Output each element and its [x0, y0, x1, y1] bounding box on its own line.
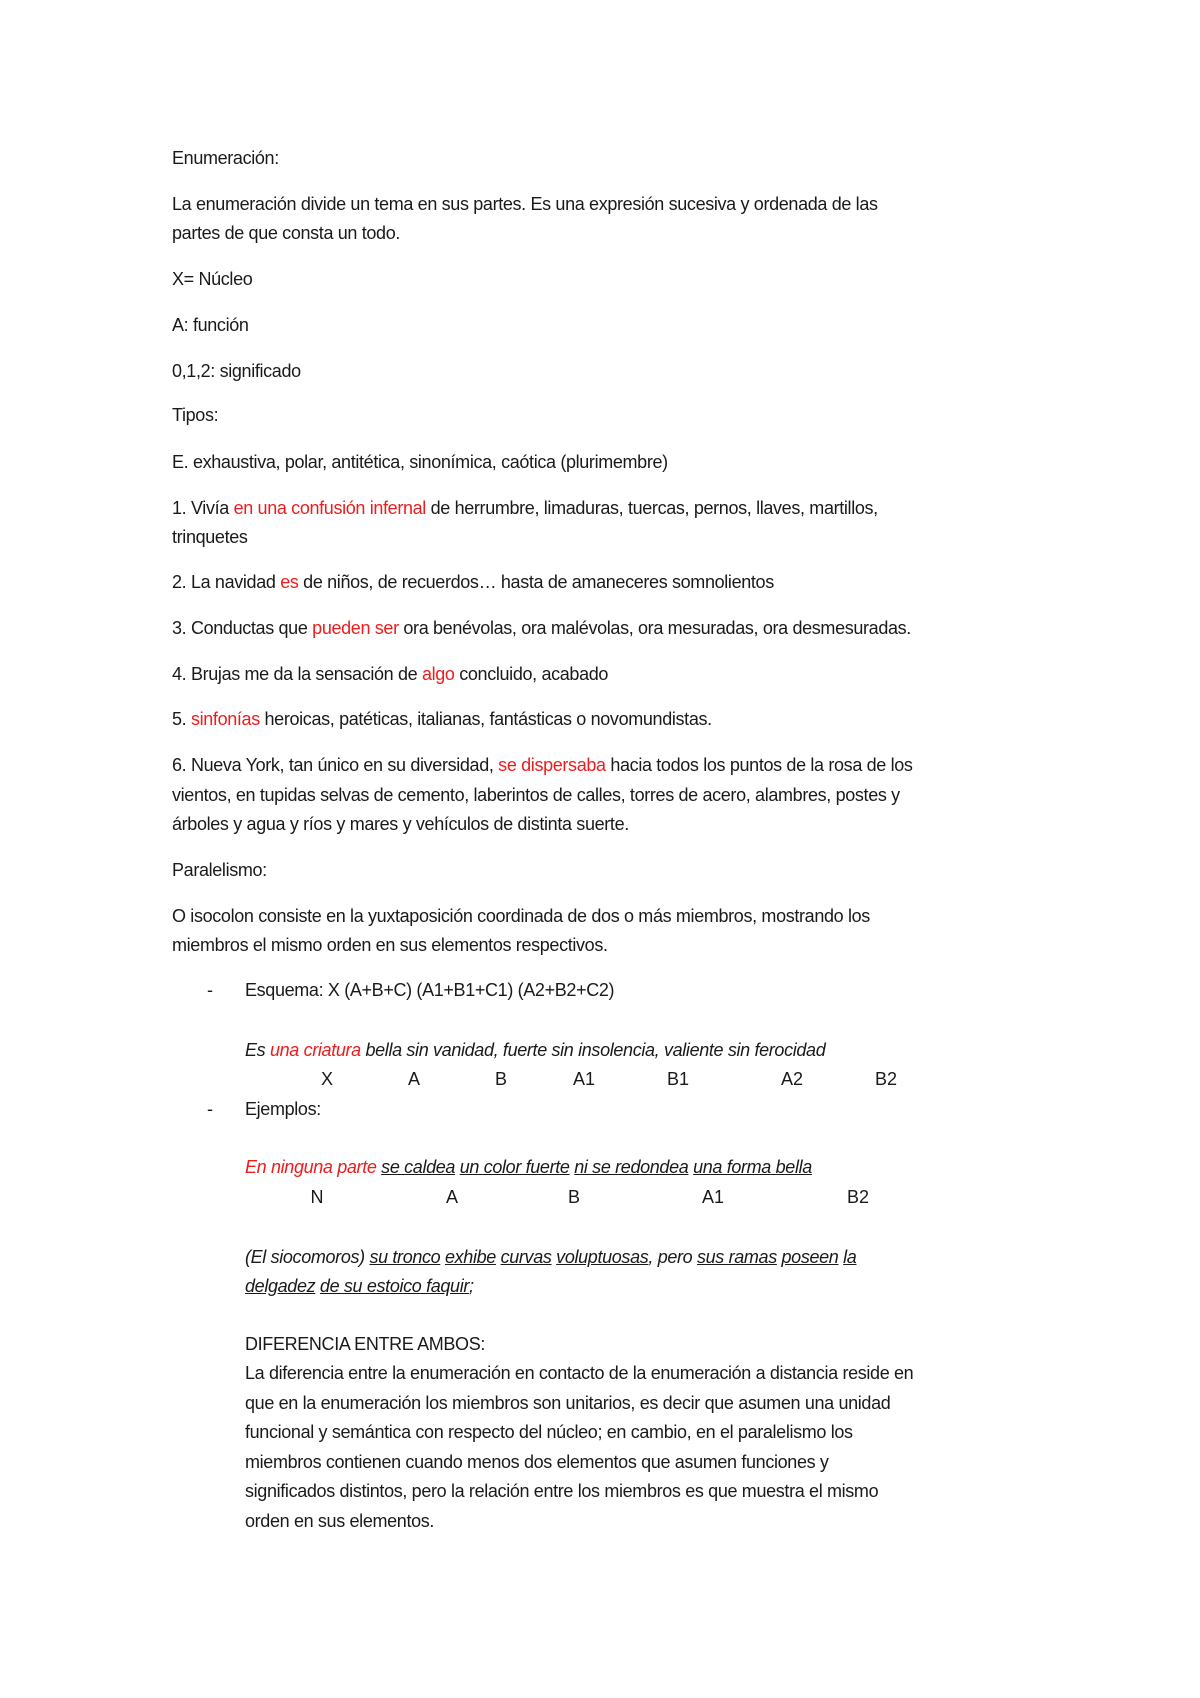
text-line	[245, 1509, 434, 1533]
component-label: X	[320, 1069, 334, 1089]
text-segment: 3. Conductas que	[172, 618, 313, 638]
text-segment: un color fuerte	[459, 1157, 570, 1177]
text-segment: Ejemplos:	[245, 1099, 321, 1119]
text-segment: O isocolon consiste en la yuxtaposición coordinada de dos o más miembros, mostrando los	[172, 906, 870, 926]
text-segment: 4. Brujas me da la sensación de	[172, 664, 422, 684]
text-segment: de su estoico faquir	[319, 1276, 470, 1296]
text-line	[172, 616, 911, 640]
text-segment: Paralelismo:	[172, 860, 267, 880]
component-label: N	[310, 1187, 324, 1207]
text-segment: árboles y agua y ríos y mares y vehículos de distinta suerte.	[172, 814, 629, 834]
text-segment: E. exhaustiva, polar, antitética, sinonímica, caótica (plurimembre)	[172, 452, 668, 472]
component-label: A	[407, 1069, 421, 1089]
text-segment: que en la enumeración los miembros son unitarios, es decir que asumen una unidad	[245, 1393, 891, 1413]
text-line	[172, 359, 301, 383]
text-line	[245, 1097, 321, 1121]
text-segment: delgadez	[245, 1276, 316, 1296]
component-label: A	[445, 1187, 459, 1207]
text-segment: X= Núcleo	[172, 269, 253, 289]
text-line	[245, 1332, 485, 1356]
component-label: B2	[846, 1187, 870, 1207]
text-segment: vientos, en tupidas selvas de cemento, laberintos de calles, torres de acero, alambres, postes y	[172, 785, 900, 805]
text-segment: miembros el mismo orden en sus elementos respectivos.	[172, 935, 608, 955]
text-segment: significados distintos, pero la relación entre los miembros es que muestra el mismo	[245, 1481, 879, 1501]
text-line	[245, 1274, 474, 1298]
highlighted-text: en una confusión infernal	[233, 498, 426, 518]
text-line	[172, 403, 218, 427]
text-line	[245, 1391, 890, 1415]
text-segment: miembros contienen cuando menos dos elementos que asumen funciones y	[245, 1452, 829, 1472]
text-segment: Es	[245, 1040, 270, 1060]
text-line	[245, 1420, 853, 1444]
text-segment: La diferencia entre la enumeración en contacto de la enumeración a distancia reside en	[245, 1363, 914, 1383]
text-line	[172, 313, 249, 337]
text-line	[245, 1450, 829, 1474]
text-line	[245, 1245, 856, 1269]
text-line	[172, 662, 608, 686]
highlighted-text: una criatura	[269, 1040, 361, 1060]
text-line	[172, 812, 629, 836]
text-segment: poseen	[781, 1247, 839, 1267]
text-line	[245, 1155, 812, 1179]
text-segment: partes de que consta un todo.	[172, 223, 401, 243]
text-segment: A: función	[172, 315, 249, 335]
text-segment: sus ramas	[696, 1247, 777, 1267]
text-segment: de herrumbre, limaduras, tuercas, pernos, llaves, martillos,	[425, 498, 878, 518]
text-line	[172, 933, 608, 957]
text-line	[172, 192, 878, 216]
text-segment: , pero	[648, 1247, 697, 1267]
text-segment: 0,1,2: significado	[172, 361, 301, 381]
text-line	[172, 221, 400, 245]
component-label: A2	[780, 1069, 804, 1089]
text-segment: 1. Vivía	[172, 498, 234, 518]
text-segment: exhibe	[444, 1247, 496, 1267]
text-line	[172, 496, 878, 520]
text-segment: 6. Nueva York, tan único en su diversidad,	[172, 755, 499, 775]
text-line	[172, 146, 279, 170]
highlighted-text: algo	[421, 664, 455, 684]
text-line	[245, 1038, 825, 1062]
text-segment: curvas	[500, 1247, 552, 1267]
text-segment: se caldea	[381, 1157, 456, 1177]
text-line	[172, 858, 267, 882]
component-label: B2	[874, 1069, 898, 1089]
highlighted-text: se dispersaba	[498, 755, 606, 775]
text-segment: una forma bella	[693, 1157, 812, 1177]
text-segment: heroicas, patéticas, italianas, fantásticas o novomundistas.	[259, 709, 712, 729]
text-segment: La enumeración divide un tema en sus partes. Es una expresión sucesiva y ordenada de las	[172, 194, 878, 214]
text-segment: 5.	[172, 709, 191, 729]
text-line	[172, 570, 774, 594]
highlighted-text: sinfonías	[190, 709, 260, 729]
highlighted-text: En ninguna parte	[245, 1157, 377, 1177]
text-segment: concluido, acabado	[454, 664, 609, 684]
text-segment: Enumeración:	[172, 148, 279, 168]
text-segment: voluptuosas	[556, 1247, 649, 1267]
text-segment: (El siocomoros)	[245, 1247, 370, 1267]
text-line	[245, 978, 614, 1002]
component-label: B1	[666, 1069, 690, 1089]
text-segment: ;	[469, 1276, 474, 1296]
component-label: B	[567, 1187, 581, 1207]
text-line	[172, 904, 870, 928]
text-segment: ora benévolas, ora malévolas, ora mesuradas, ora desmesuradas.	[398, 618, 911, 638]
text-segment: de niños, de recuerdos… hasta de amaneceres somnolientos	[298, 572, 774, 592]
component-label: A1	[572, 1069, 596, 1089]
bullet-dash: -	[207, 980, 213, 1000]
text-segment: su tronco	[369, 1247, 441, 1267]
text-segment: orden en sus elementos.	[245, 1511, 435, 1531]
highlighted-text: es	[280, 572, 299, 592]
text-segment: hacia todos los puntos de la rosa de los	[605, 755, 913, 775]
text-segment: Esquema: X (A+B+C) (A1+B1+C1) (A2+B2+C2)	[245, 980, 615, 1000]
text-line	[245, 1479, 878, 1503]
text-segment: bella sin vanidad, fuerte sin insolencia, valiente sin ferocidad	[360, 1040, 826, 1060]
bullet-dash: -	[207, 1099, 213, 1119]
text-segment: DIFERENCIA ENTRE AMBOS:	[245, 1334, 485, 1354]
component-label: A1	[701, 1187, 725, 1207]
text-line	[172, 450, 668, 474]
text-line	[172, 707, 712, 731]
text-segment: funcional y semántica con respecto del núcleo; en cambio, en el paralelismo los	[245, 1422, 853, 1442]
text-line	[245, 1361, 913, 1385]
text-segment: la	[843, 1247, 857, 1267]
text-line	[172, 267, 252, 291]
text-line	[172, 783, 900, 807]
text-line	[172, 525, 248, 549]
component-label: B	[494, 1069, 508, 1089]
text-segment: trinquetes	[172, 527, 248, 547]
text-segment: Tipos:	[172, 405, 219, 425]
text-line	[172, 753, 913, 777]
highlighted-text: pueden ser	[312, 618, 399, 638]
text-segment: ni se redondea	[574, 1157, 689, 1177]
text-segment: 2. La navidad	[172, 572, 281, 592]
